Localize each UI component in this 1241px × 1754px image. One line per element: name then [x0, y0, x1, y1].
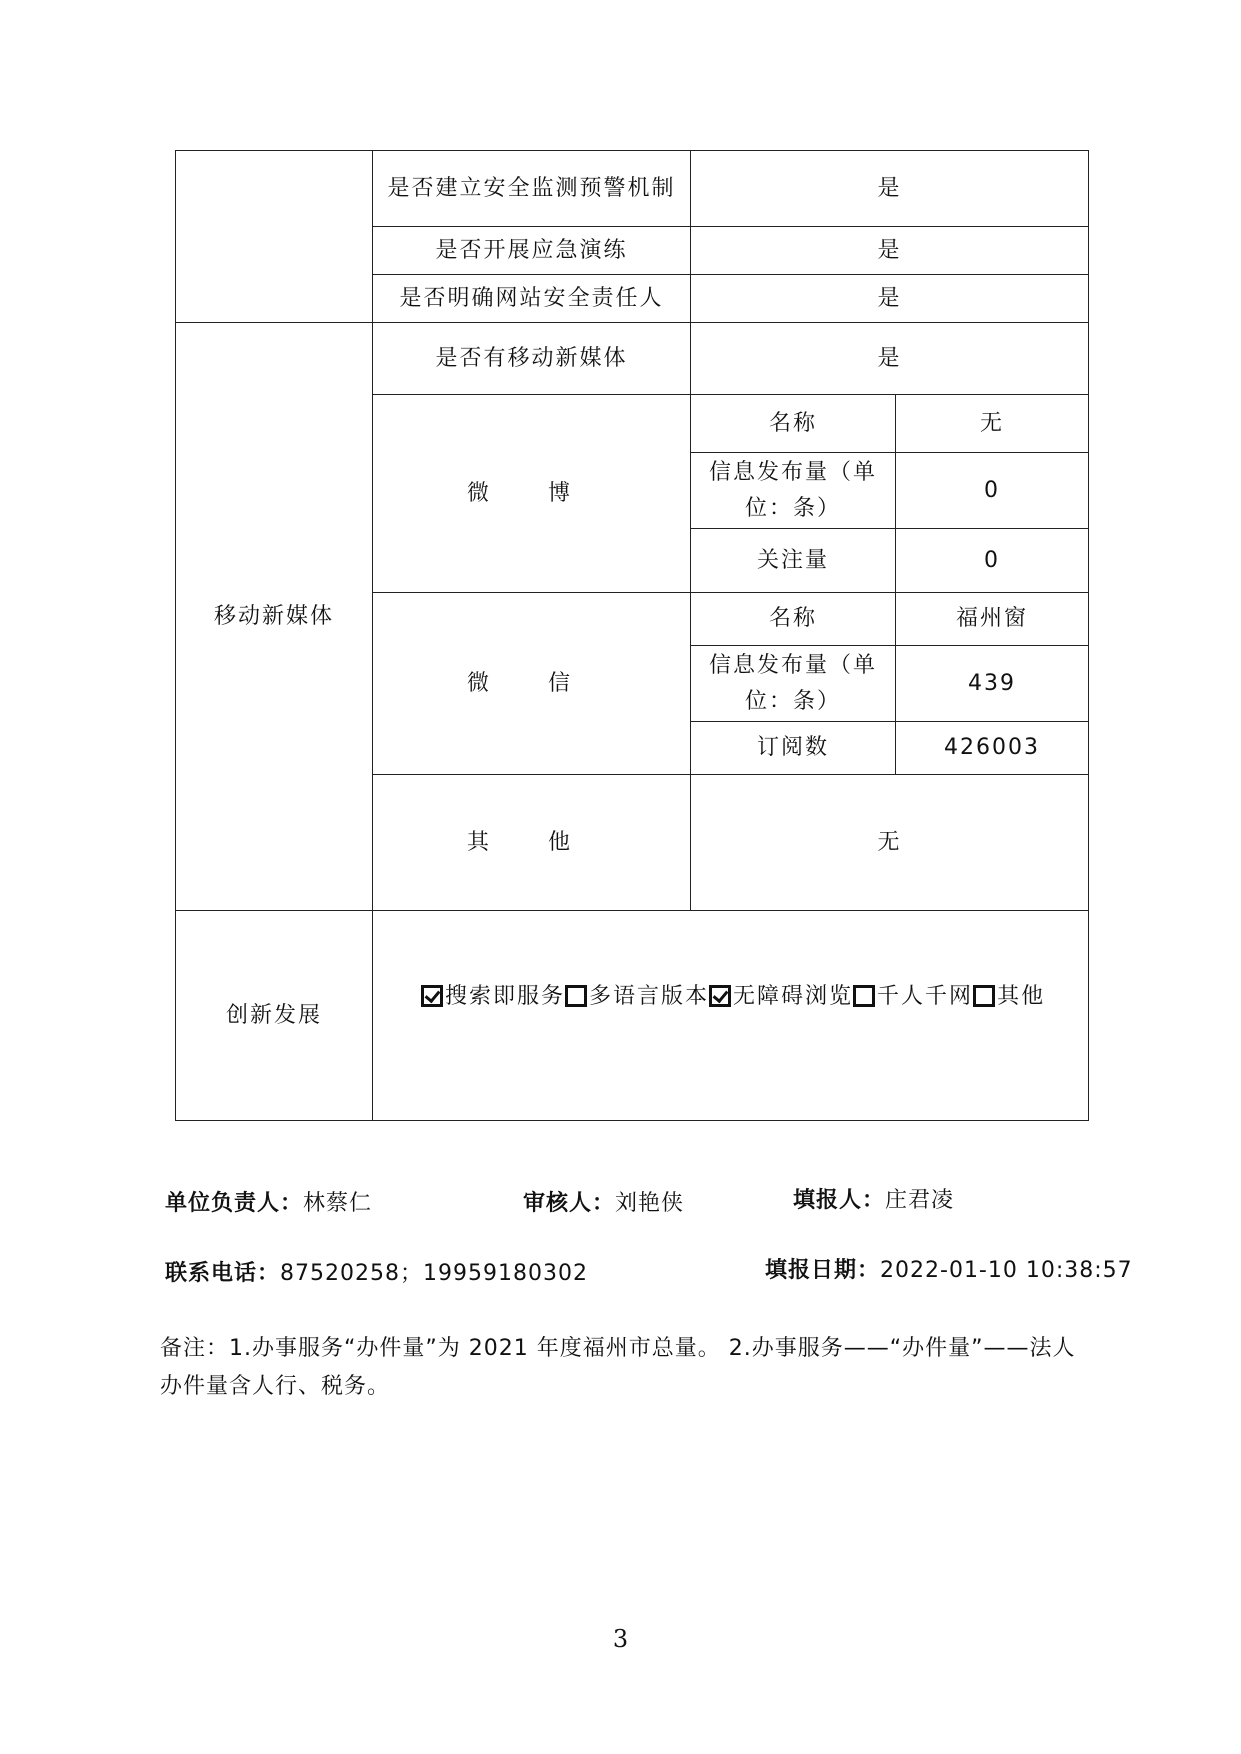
- filler: 填报人：庄君凌: [793, 1188, 955, 1213]
- innovation-option[interactable]: 搜索即服务: [421, 979, 565, 1015]
- wechat-label: 微 信: [373, 593, 691, 775]
- other-media-label: 其 他: [373, 775, 691, 911]
- contact-phone: 联系电话：87520258；19959180302: [165, 1261, 588, 1286]
- weibo-field-value: 无: [896, 395, 1089, 453]
- wechat-field-value: 福州窗: [896, 593, 1089, 646]
- security-category-cell: [176, 151, 373, 323]
- unit-head: 单位负责人：林蔡仁: [165, 1191, 373, 1216]
- wechat-field-label: 订阅数: [691, 722, 896, 775]
- report-table: [175, 150, 1089, 1121]
- security-row-label: 是否开展应急演练: [373, 227, 691, 275]
- remarks-note: 备注：1.办事服务“办件量”为 2021 年度福州市总量。 2.办事服务——“办件量”——法人办件量含人行、税务。: [160, 1336, 1076, 1399]
- unchecked-checkbox-icon[interactable]: [853, 985, 875, 1007]
- checked-checkbox-icon[interactable]: [709, 985, 731, 1007]
- security-row-value: 是: [691, 151, 1089, 227]
- mobile-media-category: 移动新媒体: [176, 323, 373, 911]
- security-row-value: 是: [691, 275, 1089, 323]
- innovation-option[interactable]: 多语言版本: [565, 979, 709, 1015]
- fill-date: 填报日期：2022-01-10 10:38:57: [765, 1258, 1133, 1283]
- weibo-field-value: 0: [896, 453, 1089, 529]
- innovation-option[interactable]: 其他: [973, 979, 1045, 1015]
- has-mobile-media-label: 是否有移动新媒体: [373, 323, 691, 395]
- unchecked-checkbox-icon[interactable]: [565, 985, 587, 1007]
- security-row-label: 是否建立安全监测预警机制: [373, 151, 691, 227]
- wechat-field-value: 426003: [896, 722, 1089, 775]
- reviewer: 审核人：刘艳侠: [523, 1191, 685, 1216]
- unchecked-checkbox-icon[interactable]: [973, 985, 995, 1007]
- weibo-field-label: 信息发布量（单位：条）: [691, 453, 896, 529]
- wechat-field-label: 名称: [691, 593, 896, 646]
- weibo-field-label: 名称: [691, 395, 896, 453]
- wechat-field-label: 信息发布量（单位：条）: [691, 646, 896, 722]
- innovation-option[interactable]: 无障碍浏览: [709, 979, 853, 1015]
- weibo-field-value: 0: [896, 529, 1089, 593]
- other-media-value: 无: [691, 775, 1089, 911]
- innovation-option[interactable]: 千人千网: [853, 979, 973, 1015]
- weibo-label: 微 博: [373, 395, 691, 593]
- security-row-value: 是: [691, 227, 1089, 275]
- has-mobile-media-value: 是: [691, 323, 1089, 395]
- innovation-category: 创新发展: [176, 911, 373, 1121]
- checked-checkbox-icon[interactable]: [421, 985, 443, 1007]
- weibo-field-label: 关注量: [691, 529, 896, 593]
- page-number: 3: [612, 1625, 629, 1653]
- security-row-label: 是否明确网站安全责任人: [373, 275, 691, 323]
- wechat-field-value: 439: [896, 646, 1089, 722]
- innovation-options: [373, 911, 1089, 1121]
